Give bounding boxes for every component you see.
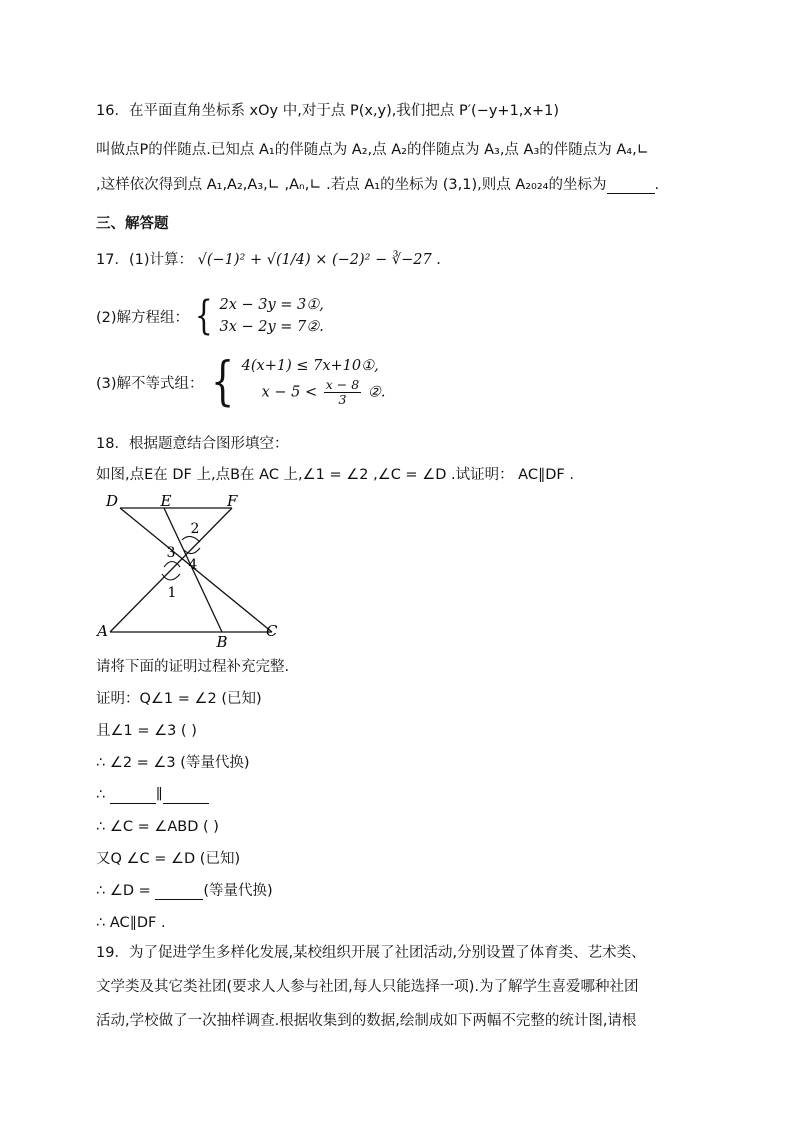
proof-blank-3 [155,884,203,900]
q17-part1-expr: √(−1)² + √(1/4) × (−2)² − ∛−27 . [197,252,441,268]
q17-part1 [96,253,441,268]
q16-line3-end: . [654,177,660,193]
q18-proof-7-pre: ∴ ∠D = [96,883,151,899]
label-angle-3: 3 [166,545,176,561]
q17-part2 [96,293,324,339]
q18-proof-4-pre: ∴ [96,787,106,803]
q17-part2-label: (2)解方程组： [96,309,190,326]
q18-complete: 请将下面的证明过程补充完整. [96,659,290,675]
q18-proof-4 [96,788,209,804]
proof-blank-1 [110,788,156,804]
q18-proof-1: 证明：Q∠1 = ∠2 (已知) [96,691,262,707]
q19-line2: 文学类及其它类社团(要求人人参与社团,每人只能选择一项).为了解学生喜爱哪种社团 [96,979,639,995]
q17-part2-eq1: 2x − 3y = 3①, [219,297,324,313]
angle-arc-2 [182,536,200,542]
q18-intro: 如图,点E在 DF 上,点B在 AC 上,∠1 = ∠2 ,∠C = ∠D .试证明： AC∥DF . [96,467,574,483]
q18-figure [94,494,290,650]
q18-proof-7 [96,884,273,900]
q19-line3: 活动,学校做了一次抽样调查.根据收集到的数据,绘制成如下两幅不完整的统计图,请根 [96,1013,637,1029]
label-b: B [216,633,228,650]
q16-answer-blank [607,178,655,194]
q17-part3-eq1: 4(x+1) ≤ 7x+10①, [241,357,379,374]
label-angle-4: 4 [188,557,198,573]
q18-proof-8: ∴ AC∥DF . [96,915,166,931]
q17-part2-eq2: 3x − 2y = 7②. [219,319,324,335]
q17-part3-eq2-left: x − 5 < [261,384,318,400]
q17-part3-label: (3)解不等式组： [96,375,204,392]
q17-part2-system [220,297,324,335]
q17-part3-eq2 [242,378,386,407]
q16-line1: 16．在平面直角坐标系 xOy 中,对于点 P(x,y),我们把点 P′(−y+1,x+1) [96,103,560,119]
q17-part3-fraction-num: x − 8 [325,376,360,392]
q16-line3 [96,178,659,194]
q18-proof-5: ∴ ∠C = ∠ABD ( ) [96,819,219,835]
angle-arc-1 [162,574,180,580]
label-f: F [227,494,238,510]
q16-line2: 叫做点P的伴随点.已知点 A₁的伴随点为 A₂,点 A₂的伴随点为 A₃,点 A₃的伴随点为 A₄,∟ [96,142,649,158]
q17-part2-brace: { [194,293,213,339]
label-c: C [266,622,278,640]
q18-proof-3: ∴ ∠2 = ∠3 (等量代换) [96,755,250,771]
q17-part3 [96,352,386,412]
q17-part3-fraction [324,378,361,407]
label-a: A [97,622,108,640]
label-e: E [160,494,172,510]
proof-blank-2 [163,788,209,804]
q18-proof-6: 又Q ∠C = ∠D (已知) [96,851,241,867]
label-angle-2: 2 [190,521,200,537]
section-heading: 三、解答题 [96,216,169,232]
q18-proof-4-mid: ∥ [155,787,163,803]
q19-line1: 19．为了促进学生多样化发展,某校组织开展了社团活动,分别设置了体育类、艺术类、 [96,945,646,961]
q18-proof-2: 且∠1 = ∠3 ( ) [96,723,197,739]
q17-part3-eq2-right: ②. [367,384,386,400]
q17-part3-system [242,358,386,407]
q17-part3-fraction-den: 3 [338,391,347,407]
q18-proof-7-post: (等量代换) [203,883,273,899]
q17-part1-label: 17．(1)计算： [96,252,193,268]
label-d: D [105,494,118,510]
q17-part3-brace: { [210,352,234,412]
angle-arc-3 [164,562,180,568]
label-angle-1: 1 [167,585,177,601]
q18-title: 18．根据题意结合图形填空： [96,436,289,452]
q16-line3-text: ,这样依次得到点 A₁,A₂,A₃,∟ ,Aₙ,∟ .若点 A₁的坐标为 (3,1),则点 A₂₀₂₄的坐标为 [96,177,607,193]
